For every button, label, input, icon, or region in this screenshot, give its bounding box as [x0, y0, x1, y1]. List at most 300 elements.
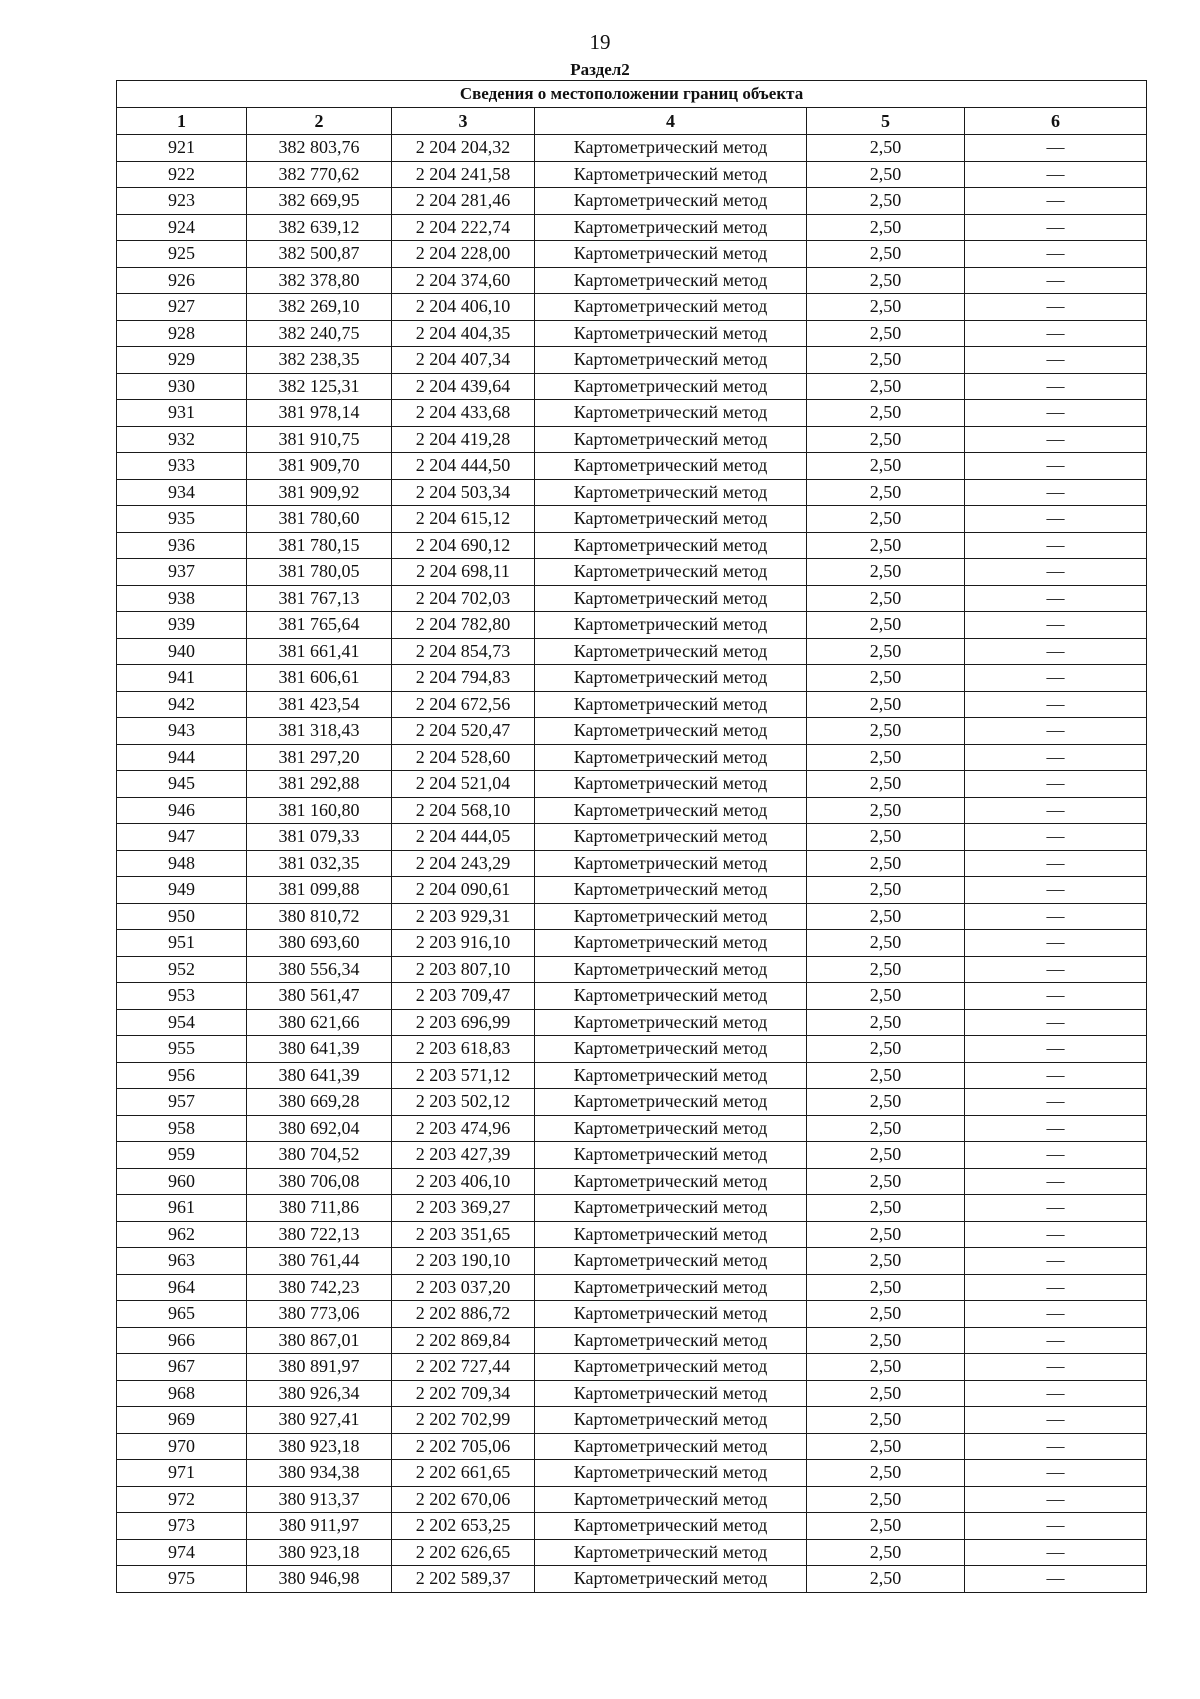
table-row: [117, 1539, 1147, 1566]
x-coordinate-cell: 381 318,43: [247, 718, 392, 745]
description-cell: —: [965, 1221, 1147, 1248]
accuracy-cell: 2,50: [807, 347, 965, 374]
method-cell: Картометрический метод: [535, 1089, 807, 1116]
point-number-cell: 958: [117, 1115, 247, 1142]
page-number: 19: [589, 30, 611, 54]
y-coordinate-cell: 2 204 204,32: [392, 135, 535, 162]
point-number-cell: 946: [117, 797, 247, 824]
table-row: [117, 347, 1147, 374]
accuracy-cell: 2,50: [807, 1195, 965, 1222]
description-cell: —: [965, 797, 1147, 824]
point-number-cell: 933: [117, 453, 247, 480]
x-coordinate-cell: 380 641,39: [247, 1062, 392, 1089]
y-coordinate-cell: 2 203 502,12: [392, 1089, 535, 1116]
method-cell: Картометрический метод: [535, 665, 807, 692]
method-cell: Картометрический метод: [535, 1221, 807, 1248]
x-coordinate-cell: 381 767,13: [247, 585, 392, 612]
point-number-cell: 929: [117, 347, 247, 374]
point-number-cell: 924: [117, 214, 247, 241]
y-coordinate-cell: 2 204 406,10: [392, 294, 535, 321]
point-number-cell: 931: [117, 400, 247, 427]
y-coordinate-cell: 2 204 521,04: [392, 771, 535, 798]
description-cell: —: [965, 744, 1147, 771]
description-cell: —: [965, 294, 1147, 321]
point-number-cell: 950: [117, 903, 247, 930]
accuracy-cell: 2,50: [807, 506, 965, 533]
table-row: [117, 983, 1147, 1010]
point-number-cell: 921: [117, 135, 247, 162]
y-coordinate-cell: 2 203 929,31: [392, 903, 535, 930]
column-header: 3: [392, 108, 535, 135]
accuracy-cell: 2,50: [807, 1168, 965, 1195]
table-row: [117, 400, 1147, 427]
point-number-cell: 945: [117, 771, 247, 798]
y-coordinate-cell: 2 203 351,65: [392, 1221, 535, 1248]
method-cell: Картометрический метод: [535, 1009, 807, 1036]
y-coordinate-cell: 2 203 037,20: [392, 1274, 535, 1301]
x-coordinate-cell: 380 692,04: [247, 1115, 392, 1142]
y-coordinate-cell: 2 204 520,47: [392, 718, 535, 745]
point-number-cell: 971: [117, 1460, 247, 1487]
accuracy-cell: 2,50: [807, 479, 965, 506]
point-number-cell: 930: [117, 373, 247, 400]
point-number-cell: 936: [117, 532, 247, 559]
description-cell: —: [965, 1566, 1147, 1593]
y-coordinate-cell: 2 203 427,39: [392, 1142, 535, 1169]
x-coordinate-cell: 381 032,35: [247, 850, 392, 877]
x-coordinate-cell: 380 810,72: [247, 903, 392, 930]
accuracy-cell: 2,50: [807, 1433, 965, 1460]
point-number-cell: 939: [117, 612, 247, 639]
x-coordinate-cell: 380 561,47: [247, 983, 392, 1010]
x-coordinate-cell: 380 913,37: [247, 1486, 392, 1513]
accuracy-cell: 2,50: [807, 188, 965, 215]
table-row: [117, 479, 1147, 506]
method-cell: Картометрический метод: [535, 1301, 807, 1328]
x-coordinate-cell: 381 780,05: [247, 559, 392, 586]
description-cell: —: [965, 161, 1147, 188]
point-number-cell: 937: [117, 559, 247, 586]
description-cell: —: [965, 135, 1147, 162]
accuracy-cell: 2,50: [807, 1089, 965, 1116]
description-cell: —: [965, 956, 1147, 983]
accuracy-cell: 2,50: [807, 771, 965, 798]
accuracy-cell: 2,50: [807, 400, 965, 427]
accuracy-cell: 2,50: [807, 1221, 965, 1248]
table-row: [117, 1009, 1147, 1036]
x-coordinate-cell: 380 911,97: [247, 1513, 392, 1540]
x-coordinate-cell: 380 641,39: [247, 1036, 392, 1063]
accuracy-cell: 2,50: [807, 1327, 965, 1354]
table-row: [117, 453, 1147, 480]
y-coordinate-cell: 2 202 709,34: [392, 1380, 535, 1407]
method-cell: Картометрический метод: [535, 824, 807, 851]
description-cell: —: [965, 1036, 1147, 1063]
accuracy-cell: 2,50: [807, 241, 965, 268]
x-coordinate-cell: 380 926,34: [247, 1380, 392, 1407]
y-coordinate-cell: 2 204 439,64: [392, 373, 535, 400]
table-row: [117, 691, 1147, 718]
table-row: [117, 903, 1147, 930]
method-cell: Картометрический метод: [535, 1486, 807, 1513]
method-cell: Картометрический метод: [535, 850, 807, 877]
method-cell: Картометрический метод: [535, 691, 807, 718]
table-row: [117, 1221, 1147, 1248]
description-cell: —: [965, 824, 1147, 851]
method-cell: Картометрический метод: [535, 1513, 807, 1540]
y-coordinate-cell: 2 203 369,27: [392, 1195, 535, 1222]
accuracy-cell: 2,50: [807, 1248, 965, 1275]
y-coordinate-cell: 2 204 243,29: [392, 850, 535, 877]
y-coordinate-cell: 2 202 869,84: [392, 1327, 535, 1354]
point-number-cell: 956: [117, 1062, 247, 1089]
description-cell: —: [965, 1062, 1147, 1089]
x-coordinate-cell: 381 780,60: [247, 506, 392, 533]
point-number-cell: 970: [117, 1433, 247, 1460]
y-coordinate-cell: 2 204 444,50: [392, 453, 535, 480]
method-cell: Картометрический метод: [535, 453, 807, 480]
table-row: [117, 559, 1147, 586]
y-coordinate-cell: 2 202 670,06: [392, 1486, 535, 1513]
method-cell: Картометрический метод: [535, 1407, 807, 1434]
description-cell: —: [965, 214, 1147, 241]
y-coordinate-cell: 2 204 672,56: [392, 691, 535, 718]
description-cell: —: [965, 1142, 1147, 1169]
method-cell: Картометрический метод: [535, 479, 807, 506]
accuracy-cell: 2,50: [807, 1566, 965, 1593]
table-row: [117, 506, 1147, 533]
method-cell: Картометрический метод: [535, 506, 807, 533]
method-cell: Картометрический метод: [535, 347, 807, 374]
accuracy-cell: 2,50: [807, 1460, 965, 1487]
y-coordinate-cell: 2 204 222,74: [392, 214, 535, 241]
x-coordinate-cell: 382 125,31: [247, 373, 392, 400]
method-cell: Картометрический метод: [535, 638, 807, 665]
accuracy-cell: 2,50: [807, 1354, 965, 1381]
accuracy-cell: 2,50: [807, 824, 965, 851]
table-row: [117, 930, 1147, 957]
y-coordinate-cell: 2 203 618,83: [392, 1036, 535, 1063]
accuracy-cell: 2,50: [807, 1301, 965, 1328]
description-cell: —: [965, 241, 1147, 268]
point-number-cell: 944: [117, 744, 247, 771]
point-number-cell: 959: [117, 1142, 247, 1169]
table-row: [117, 1433, 1147, 1460]
description-cell: —: [965, 1195, 1147, 1222]
accuracy-cell: 2,50: [807, 718, 965, 745]
y-coordinate-cell: 2 204 568,10: [392, 797, 535, 824]
method-cell: Картометрический метод: [535, 267, 807, 294]
table-row: [117, 956, 1147, 983]
accuracy-cell: 2,50: [807, 638, 965, 665]
description-cell: —: [965, 267, 1147, 294]
table-row: [117, 1354, 1147, 1381]
table-row: [117, 612, 1147, 639]
accuracy-cell: 2,50: [807, 877, 965, 904]
description-cell: —: [965, 373, 1147, 400]
column-header: 6: [965, 108, 1147, 135]
point-number-cell: 972: [117, 1486, 247, 1513]
method-cell: Картометрический метод: [535, 188, 807, 215]
table-row: [117, 1248, 1147, 1275]
description-cell: —: [965, 532, 1147, 559]
description-cell: —: [965, 559, 1147, 586]
method-cell: Картометрический метод: [535, 744, 807, 771]
x-coordinate-cell: 380 923,18: [247, 1539, 392, 1566]
table-row: [117, 744, 1147, 771]
table-header-row: [117, 108, 1147, 135]
description-cell: —: [965, 1248, 1147, 1275]
method-cell: Картометрический метод: [535, 983, 807, 1010]
accuracy-cell: 2,50: [807, 161, 965, 188]
description-cell: —: [965, 1433, 1147, 1460]
method-cell: Картометрический метод: [535, 1460, 807, 1487]
y-coordinate-cell: 2 203 916,10: [392, 930, 535, 957]
y-coordinate-cell: 2 204 690,12: [392, 532, 535, 559]
table-row: [117, 824, 1147, 851]
point-number-cell: 966: [117, 1327, 247, 1354]
description-cell: —: [965, 1274, 1147, 1301]
accuracy-cell: 2,50: [807, 1486, 965, 1513]
y-coordinate-cell: 2 204 241,58: [392, 161, 535, 188]
method-cell: Картометрический метод: [535, 956, 807, 983]
x-coordinate-cell: 382 669,95: [247, 188, 392, 215]
table-row: [117, 1407, 1147, 1434]
x-coordinate-cell: 382 803,76: [247, 135, 392, 162]
accuracy-cell: 2,50: [807, 1380, 965, 1407]
table-row: [117, 1195, 1147, 1222]
table-row: [117, 1301, 1147, 1328]
method-cell: Картометрический метод: [535, 559, 807, 586]
method-cell: Картометрический метод: [535, 400, 807, 427]
description-cell: —: [965, 850, 1147, 877]
description-cell: —: [965, 718, 1147, 745]
x-coordinate-cell: 381 909,92: [247, 479, 392, 506]
x-coordinate-cell: 380 946,98: [247, 1566, 392, 1593]
y-coordinate-cell: 2 204 782,80: [392, 612, 535, 639]
method-cell: Картометрический метод: [535, 877, 807, 904]
method-cell: Картометрический метод: [535, 532, 807, 559]
method-cell: Картометрический метод: [535, 161, 807, 188]
y-coordinate-cell: 2 202 702,99: [392, 1407, 535, 1434]
x-coordinate-cell: 381 160,80: [247, 797, 392, 824]
y-coordinate-cell: 2 203 709,47: [392, 983, 535, 1010]
accuracy-cell: 2,50: [807, 903, 965, 930]
point-number-cell: 942: [117, 691, 247, 718]
description-cell: —: [965, 612, 1147, 639]
y-coordinate-cell: 2 204 698,11: [392, 559, 535, 586]
point-number-cell: 940: [117, 638, 247, 665]
y-coordinate-cell: 2 204 615,12: [392, 506, 535, 533]
method-cell: Картометрический метод: [535, 294, 807, 321]
method-cell: Картометрический метод: [535, 1433, 807, 1460]
y-coordinate-cell: 2 204 407,34: [392, 347, 535, 374]
method-cell: Картометрический метод: [535, 1115, 807, 1142]
y-coordinate-cell: 2 203 190,10: [392, 1248, 535, 1275]
x-coordinate-cell: 381 423,54: [247, 691, 392, 718]
description-cell: —: [965, 347, 1147, 374]
method-cell: Картометрический метод: [535, 373, 807, 400]
accuracy-cell: 2,50: [807, 135, 965, 162]
accuracy-cell: 2,50: [807, 850, 965, 877]
section-title: Раздел2: [570, 60, 630, 79]
y-coordinate-cell: 2 204 419,28: [392, 426, 535, 453]
point-number-cell: 923: [117, 188, 247, 215]
point-number-cell: 926: [117, 267, 247, 294]
description-cell: —: [965, 771, 1147, 798]
method-cell: Картометрический метод: [535, 1142, 807, 1169]
x-coordinate-cell: 380 706,08: [247, 1168, 392, 1195]
accuracy-cell: 2,50: [807, 214, 965, 241]
table-row: [117, 1327, 1147, 1354]
method-cell: Картометрический метод: [535, 214, 807, 241]
y-coordinate-cell: 2 204 281,46: [392, 188, 535, 215]
point-number-cell: 953: [117, 983, 247, 1010]
x-coordinate-cell: 382 240,75: [247, 320, 392, 347]
y-coordinate-cell: 2 203 406,10: [392, 1168, 535, 1195]
x-coordinate-cell: 381 765,64: [247, 612, 392, 639]
accuracy-cell: 2,50: [807, 983, 965, 1010]
point-number-cell: 927: [117, 294, 247, 321]
method-cell: Картометрический метод: [535, 771, 807, 798]
y-coordinate-cell: 2 202 727,44: [392, 1354, 535, 1381]
accuracy-cell: 2,50: [807, 665, 965, 692]
table-row: [117, 877, 1147, 904]
x-coordinate-cell: 380 934,38: [247, 1460, 392, 1487]
description-cell: —: [965, 691, 1147, 718]
table-row: [117, 1566, 1147, 1593]
y-coordinate-cell: 2 204 404,35: [392, 320, 535, 347]
description-cell: —: [965, 1460, 1147, 1487]
description-cell: —: [965, 1327, 1147, 1354]
description-cell: —: [965, 1168, 1147, 1195]
accuracy-cell: 2,50: [807, 1062, 965, 1089]
table-row: [117, 1168, 1147, 1195]
accuracy-cell: 2,50: [807, 956, 965, 983]
method-cell: Картометрический метод: [535, 1248, 807, 1275]
description-cell: —: [965, 903, 1147, 930]
x-coordinate-cell: 381 606,61: [247, 665, 392, 692]
point-number-cell: 962: [117, 1221, 247, 1248]
y-coordinate-cell: 2 203 474,96: [392, 1115, 535, 1142]
y-coordinate-cell: 2 202 886,72: [392, 1301, 535, 1328]
point-number-cell: 960: [117, 1168, 247, 1195]
method-cell: Картометрический метод: [535, 241, 807, 268]
description-cell: —: [965, 1301, 1147, 1328]
x-coordinate-cell: 380 742,23: [247, 1274, 392, 1301]
accuracy-cell: 2,50: [807, 320, 965, 347]
table-caption: Сведения о местоположении границ объекта: [117, 81, 1147, 108]
description-cell: —: [965, 1354, 1147, 1381]
x-coordinate-cell: 381 292,88: [247, 771, 392, 798]
accuracy-cell: 2,50: [807, 797, 965, 824]
y-coordinate-cell: 2 204 228,00: [392, 241, 535, 268]
point-number-cell: 925: [117, 241, 247, 268]
accuracy-cell: 2,50: [807, 1539, 965, 1566]
column-header: 5: [807, 108, 965, 135]
method-cell: Картометрический метод: [535, 1566, 807, 1593]
table-row: [117, 797, 1147, 824]
table-row: [117, 771, 1147, 798]
accuracy-cell: 2,50: [807, 373, 965, 400]
y-coordinate-cell: 2 203 571,12: [392, 1062, 535, 1089]
y-coordinate-cell: 2 203 696,99: [392, 1009, 535, 1036]
table-row: [117, 1513, 1147, 1540]
description-cell: —: [965, 506, 1147, 533]
y-coordinate-cell: 2 204 528,60: [392, 744, 535, 771]
accuracy-cell: 2,50: [807, 930, 965, 957]
point-number-cell: 943: [117, 718, 247, 745]
description-cell: —: [965, 1539, 1147, 1566]
accuracy-cell: 2,50: [807, 559, 965, 586]
method-cell: Картометрический метод: [535, 930, 807, 957]
description-cell: —: [965, 188, 1147, 215]
point-number-cell: 974: [117, 1539, 247, 1566]
table-row: [117, 1380, 1147, 1407]
method-cell: Картометрический метод: [535, 1168, 807, 1195]
accuracy-cell: 2,50: [807, 267, 965, 294]
point-number-cell: 967: [117, 1354, 247, 1381]
method-cell: Картометрический метод: [535, 426, 807, 453]
point-number-cell: 947: [117, 824, 247, 851]
x-coordinate-cell: 380 669,28: [247, 1089, 392, 1116]
point-number-cell: 963: [117, 1248, 247, 1275]
point-number-cell: 941: [117, 665, 247, 692]
method-cell: Картометрический метод: [535, 1354, 807, 1381]
table-row: [117, 426, 1147, 453]
table-row: [117, 638, 1147, 665]
x-coordinate-cell: 382 378,80: [247, 267, 392, 294]
y-coordinate-cell: 2 204 702,03: [392, 585, 535, 612]
x-coordinate-cell: 382 770,62: [247, 161, 392, 188]
x-coordinate-cell: 382 269,10: [247, 294, 392, 321]
point-number-cell: 954: [117, 1009, 247, 1036]
point-number-cell: 969: [117, 1407, 247, 1434]
x-coordinate-cell: 382 639,12: [247, 214, 392, 241]
description-cell: —: [965, 1380, 1147, 1407]
accuracy-cell: 2,50: [807, 1142, 965, 1169]
description-cell: —: [965, 1009, 1147, 1036]
point-number-cell: 938: [117, 585, 247, 612]
accuracy-cell: 2,50: [807, 1036, 965, 1063]
method-cell: Картометрический метод: [535, 585, 807, 612]
table-row: [117, 532, 1147, 559]
x-coordinate-cell: 380 704,52: [247, 1142, 392, 1169]
method-cell: Картометрический метод: [535, 1380, 807, 1407]
accuracy-cell: 2,50: [807, 532, 965, 559]
point-number-cell: 922: [117, 161, 247, 188]
method-cell: Картометрический метод: [535, 1195, 807, 1222]
point-number-cell: 948: [117, 850, 247, 877]
method-cell: Картометрический метод: [535, 903, 807, 930]
table-row: [117, 1115, 1147, 1142]
x-coordinate-cell: 380 722,13: [247, 1221, 392, 1248]
coordinates-table: [116, 80, 1147, 1593]
accuracy-cell: 2,50: [807, 744, 965, 771]
table-row: [117, 188, 1147, 215]
table-row: [117, 241, 1147, 268]
point-number-cell: 957: [117, 1089, 247, 1116]
x-coordinate-cell: 380 927,41: [247, 1407, 392, 1434]
point-number-cell: 968: [117, 1380, 247, 1407]
table-row: [117, 320, 1147, 347]
x-coordinate-cell: 380 891,97: [247, 1354, 392, 1381]
description-cell: —: [965, 585, 1147, 612]
accuracy-cell: 2,50: [807, 294, 965, 321]
table-row: [117, 294, 1147, 321]
y-coordinate-cell: 2 202 653,25: [392, 1513, 535, 1540]
description-cell: —: [965, 1486, 1147, 1513]
